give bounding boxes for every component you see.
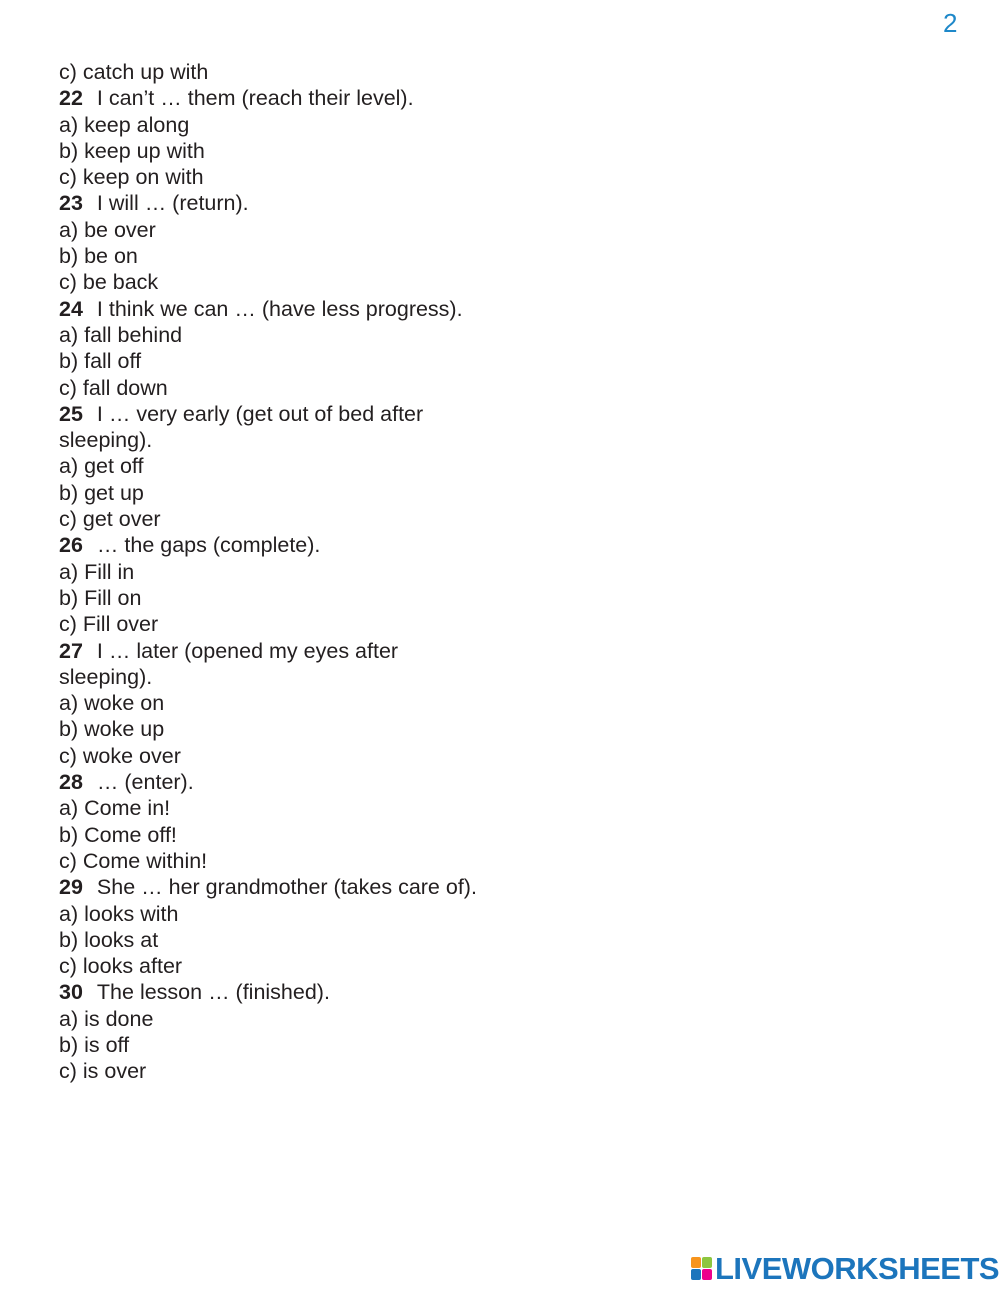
question-text: She … her grandmother (takes care of). bbox=[96, 875, 477, 900]
answer-option[interactable]: c) fall down bbox=[59, 375, 168, 400]
answer-option[interactable]: b) be on bbox=[59, 244, 138, 269]
question-text: I will … (return). bbox=[96, 191, 249, 216]
liveworksheets-logo bbox=[691, 1253, 999, 1284]
question-text: I think we can … (have less progress). bbox=[96, 296, 463, 321]
question-item bbox=[59, 296, 489, 401]
question-text: I … later (opened my eyes after sleeping). bbox=[59, 638, 399, 689]
answer-option[interactable]: b) keep up with bbox=[59, 138, 205, 163]
answer-option[interactable]: a) fall behind bbox=[59, 322, 183, 347]
answer-option[interactable]: b) fall off bbox=[59, 349, 142, 374]
question-stem bbox=[59, 296, 489, 322]
question-item bbox=[59, 638, 489, 769]
question-text: … the gaps (complete). bbox=[96, 533, 321, 558]
answer-option[interactable]: a) looks with bbox=[59, 901, 179, 926]
answer-option[interactable]: a) get off bbox=[59, 454, 144, 479]
answer-option[interactable]: b) is off bbox=[59, 1032, 130, 1057]
question-stem bbox=[59, 979, 489, 1005]
answer-option[interactable]: b) get up bbox=[59, 480, 144, 505]
logo-mark-tile bbox=[702, 1269, 712, 1280]
answer-option[interactable]: a) Come in! bbox=[59, 796, 171, 821]
question-stem bbox=[59, 874, 489, 900]
continued-option: c) catch up with bbox=[59, 60, 209, 84]
answer-option[interactable]: b) Come off! bbox=[59, 822, 177, 847]
question-text: The lesson … (finished). bbox=[96, 980, 330, 1005]
question-number: 27 bbox=[59, 638, 83, 663]
question-number: 26 bbox=[59, 533, 83, 558]
page-number: 2 bbox=[943, 8, 958, 38]
answer-option[interactable]: a) Fill in bbox=[59, 559, 135, 584]
question-stem bbox=[59, 532, 489, 558]
answer-option[interactable]: c) keep on with bbox=[59, 165, 204, 190]
answer-option[interactable]: c) Come within! bbox=[59, 848, 208, 873]
question-item bbox=[59, 532, 489, 637]
question-item bbox=[59, 401, 489, 532]
question-number: 25 bbox=[59, 401, 83, 426]
answer-option[interactable]: a) be over bbox=[59, 217, 156, 242]
question-item bbox=[59, 874, 489, 979]
question-stem bbox=[59, 401, 489, 454]
answer-option[interactable]: b) Fill on bbox=[59, 585, 142, 610]
question-number: 23 bbox=[59, 191, 83, 216]
question-list bbox=[59, 85, 489, 1084]
question-text: I … very early (get out of bed after sleeping). bbox=[59, 401, 424, 453]
answer-option[interactable]: b) looks at bbox=[59, 927, 159, 952]
answer-option[interactable]: c) get over bbox=[59, 507, 161, 532]
answer-option[interactable]: a) woke on bbox=[59, 691, 165, 716]
answer-option[interactable]: c) Fill over bbox=[59, 612, 159, 637]
question-stem bbox=[59, 638, 489, 691]
question-text: … (enter). bbox=[96, 770, 194, 795]
logo-mark-tile bbox=[691, 1269, 701, 1280]
answer-option[interactable]: c) is over bbox=[59, 1059, 147, 1084]
question-item bbox=[59, 85, 489, 190]
question-stem bbox=[59, 85, 489, 111]
question-stem bbox=[59, 190, 489, 216]
answer-option[interactable]: b) woke up bbox=[59, 717, 165, 742]
question-number: 30 bbox=[59, 980, 83, 1005]
logo-text: LIVEWORKSHEETS bbox=[715, 1251, 1000, 1286]
answer-option[interactable]: a) is done bbox=[59, 1006, 154, 1031]
question-item bbox=[59, 979, 489, 1084]
exercise-content bbox=[59, 59, 489, 1085]
question-number: 29 bbox=[59, 875, 83, 900]
question-number: 24 bbox=[59, 296, 83, 321]
question-item bbox=[59, 190, 489, 295]
logo-mark-icon bbox=[691, 1257, 712, 1280]
answer-option[interactable]: c) woke over bbox=[59, 743, 181, 768]
answer-option[interactable]: c) be back bbox=[59, 270, 159, 295]
question-text: I can’t … them (reach their level). bbox=[96, 86, 414, 111]
logo-mark-tile bbox=[702, 1257, 712, 1268]
question-stem bbox=[59, 769, 489, 795]
answer-option[interactable]: c) looks after bbox=[59, 954, 183, 979]
logo-mark-tile bbox=[691, 1257, 701, 1268]
answer-option[interactable]: a) keep along bbox=[59, 112, 190, 137]
question-number: 22 bbox=[59, 86, 83, 111]
question-item bbox=[59, 769, 489, 874]
question-number: 28 bbox=[59, 770, 83, 795]
